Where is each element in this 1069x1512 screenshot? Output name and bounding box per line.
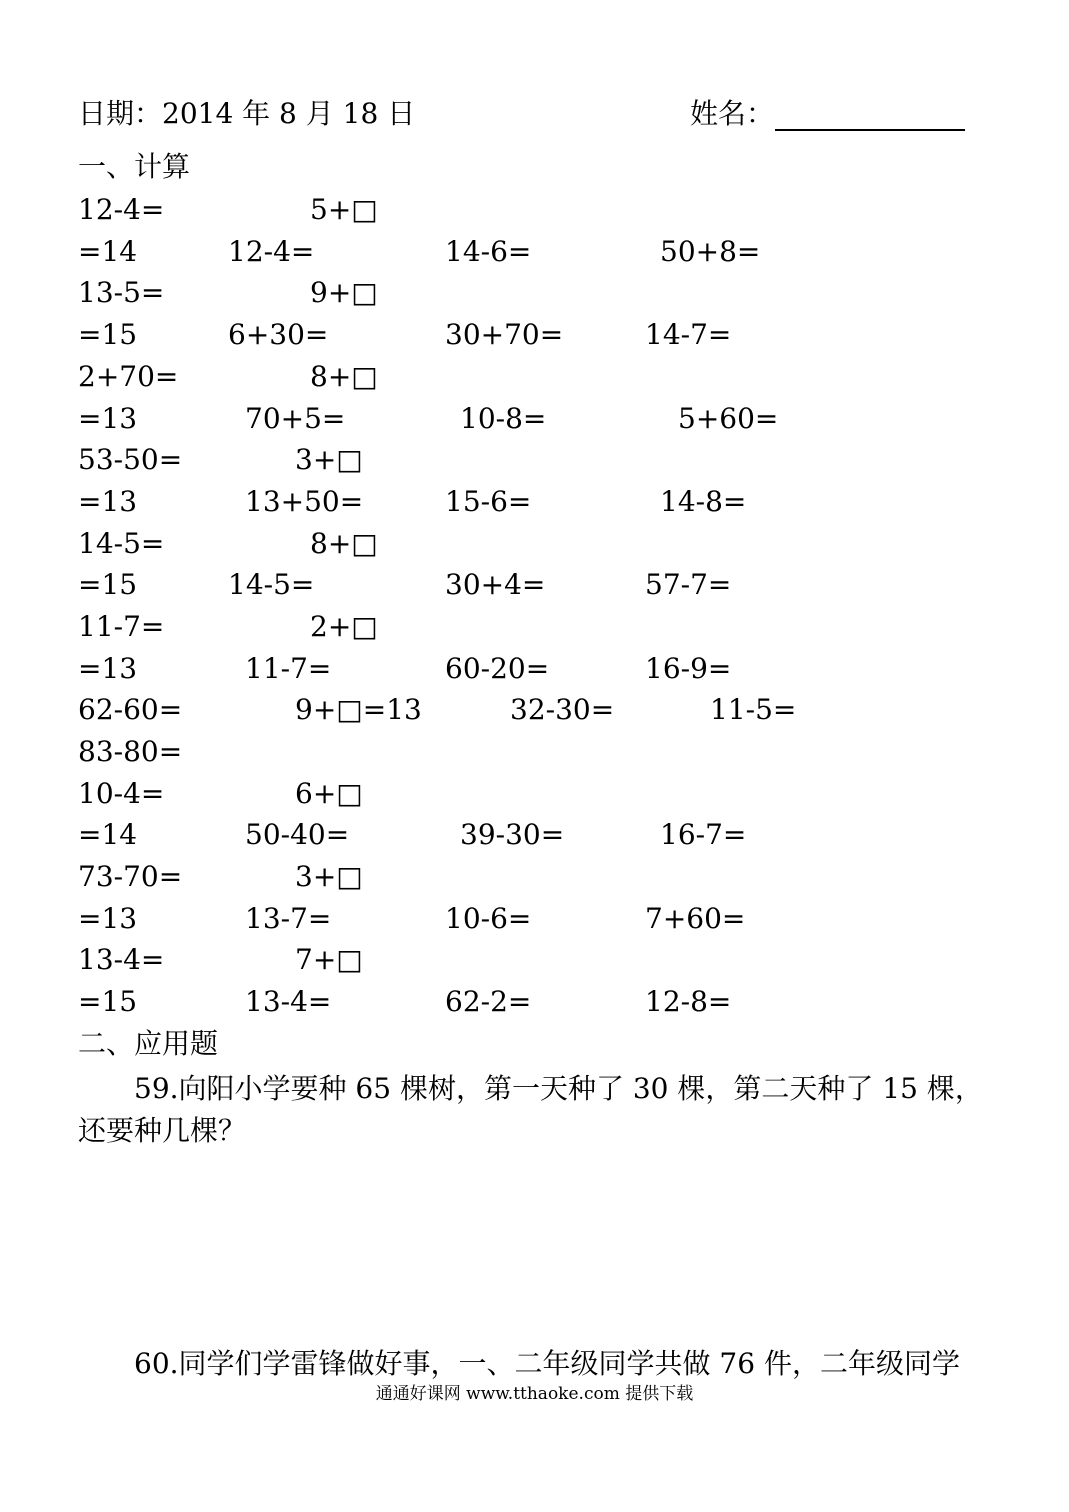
word-problem-60: 60.同学们学雷锋做好事，一、二年级同学共做 76 件，二年级同学	[134, 1347, 960, 1380]
calc-item: 83-80=	[78, 735, 183, 768]
calc-item: 13-5=	[78, 276, 165, 309]
name-label: 姓名：	[690, 97, 775, 130]
calc-item: 60-20=	[445, 652, 550, 685]
calc-item: 7+□	[295, 943, 363, 976]
calc-item: 5+□	[310, 193, 378, 226]
calc-item: 30+4=	[445, 568, 546, 601]
calc-item: 5+60=	[678, 402, 779, 435]
calc-item: 3+□	[295, 860, 363, 893]
calc-item: =13	[78, 402, 138, 435]
calc-item: 10-8=	[460, 402, 547, 435]
calc-item: =15	[78, 985, 138, 1018]
calc-item: 57-7=	[645, 568, 732, 601]
calc-item: 7+60=	[645, 902, 746, 935]
calc-item: =15	[78, 318, 138, 351]
calc-item: =13	[78, 485, 138, 518]
calc-item: 13+50=	[245, 485, 364, 518]
calc-item: 13-7=	[245, 902, 332, 935]
calc-item: 70+5=	[245, 402, 346, 435]
footer-source: 通通好课网 www.tthaoke.com 提供下载	[375, 1384, 694, 1404]
calc-item: 15-6=	[445, 485, 532, 518]
calc-item: =15	[78, 568, 138, 601]
calc-item: 8+□	[310, 527, 378, 560]
calc-item: 11-5=	[710, 693, 797, 726]
section-1-title: 一、计算	[78, 150, 191, 183]
calc-item: 6+30=	[228, 318, 329, 351]
calc-item: 14-5=	[228, 568, 315, 601]
calc-item: 32-30=	[510, 693, 615, 726]
calc-item: =13	[78, 902, 138, 935]
calc-item: 9+□	[310, 276, 378, 309]
word-problem-59: 59.向阳小学要种 65 棵树，第一天种了 30 棵，第二天种了 15 棵，还要种几棵？	[78, 1072, 983, 1147]
calc-item: 12-8=	[645, 985, 732, 1018]
calc-item: 12-4=	[78, 193, 165, 226]
calc-item: 62-2=	[445, 985, 532, 1018]
calc-item: 50-40=	[245, 818, 350, 851]
calc-item: 53-50=	[78, 443, 183, 476]
calc-item: 6+□	[295, 777, 363, 810]
calc-item: 14-5=	[78, 527, 165, 560]
calc-item: 16-9=	[645, 652, 732, 685]
calc-item: 11-7=	[78, 610, 165, 643]
calc-item: 11-7=	[245, 652, 332, 685]
calc-item: 13-4=	[245, 985, 332, 1018]
calc-item: 10-6=	[445, 902, 532, 935]
calc-item: 3+□	[295, 443, 363, 476]
calc-item: 2+70=	[78, 360, 179, 393]
calc-item: 14-7=	[645, 318, 732, 351]
section-2-title: 二、应用题	[78, 1027, 219, 1060]
calc-item: =13	[78, 652, 138, 685]
calc-item: 39-30=	[460, 818, 565, 851]
calc-item: 12-4=	[228, 235, 315, 268]
calc-item: 62-60=	[78, 693, 183, 726]
date-label: 日期：2014 年 8 月 18 日	[78, 97, 416, 130]
calc-item: 9+□=13	[295, 693, 422, 726]
calc-item: 73-70=	[78, 860, 183, 893]
calc-item: 2+□	[310, 610, 378, 643]
name-blank-line	[775, 129, 965, 131]
calc-item: =14	[78, 235, 138, 268]
calc-item: 50+8=	[660, 235, 761, 268]
calc-item: 10-4=	[78, 777, 165, 810]
calc-item: 8+□	[310, 360, 378, 393]
calc-item: =14	[78, 818, 138, 851]
calc-item: 14-8=	[660, 485, 747, 518]
calc-item: 30+70=	[445, 318, 564, 351]
calc-item: 13-4=	[78, 943, 165, 976]
calc-item: 16-7=	[660, 818, 747, 851]
calc-item: 14-6=	[445, 235, 532, 268]
